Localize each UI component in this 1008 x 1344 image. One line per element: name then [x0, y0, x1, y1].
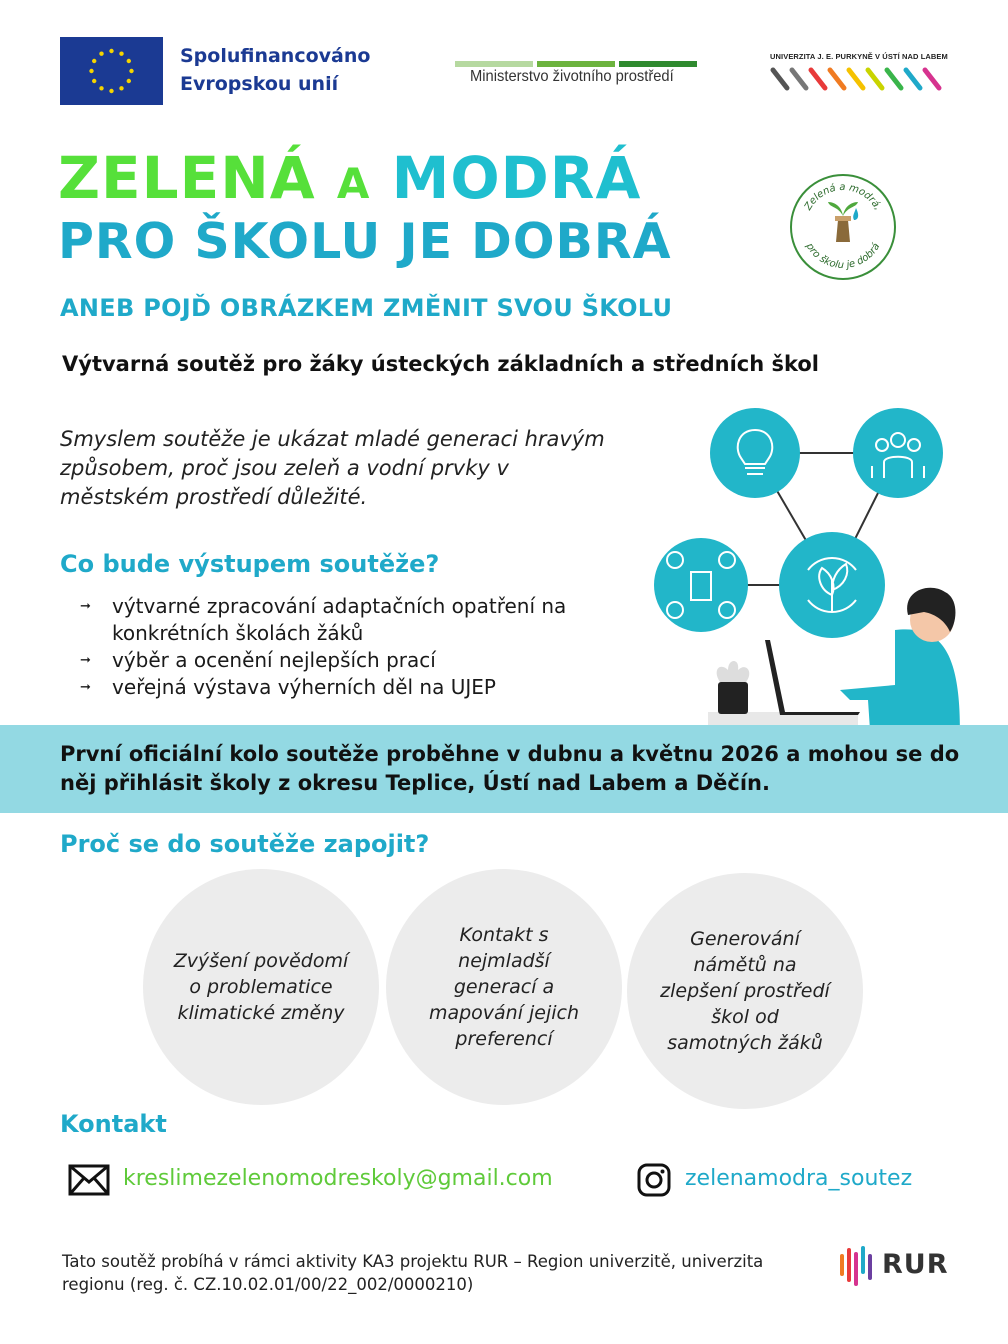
list-item: ➞ výběr a ocenění nejlepších prací — [80, 647, 660, 674]
footer-note: Tato soutěž probíhá v rámci aktivity KA3 projektu RUR – Region univerzitě, univerzita regionu (reg. č. CZ.10.02.01/00/22_002/0000210) — [62, 1252, 764, 1294]
city-network-icon — [654, 538, 748, 632]
badge-text-bottom: pro školu je dobrá — [803, 241, 883, 272]
title-word-modra: MODRÁ — [391, 144, 642, 212]
why-heading: Proč se do soutěže zapojit? — [60, 830, 430, 858]
outputs-heading: Co bude výstupem soutěže? — [60, 550, 440, 578]
university-name: UNIVERZITA J. E. PURKYNĚ V ÚSTÍ NAD LABEM — [770, 52, 948, 61]
reason-text: Zvýšení povědomí o problematice klimatické změny — [173, 950, 349, 1024]
contact-heading: Kontakt — [60, 1110, 167, 1138]
people-group-icon — [853, 408, 943, 498]
reason-circle — [143, 869, 379, 1105]
competition-badge-logo — [788, 172, 898, 282]
reason-text: Generování námětů na zlepšení prostředí škol od samotných žáků — [660, 928, 830, 1054]
reason-circle — [386, 869, 622, 1105]
contact-instagram-link[interactable]: zelenamodra_soutez — [685, 1166, 913, 1191]
lightbulb-icon — [710, 408, 800, 498]
list-item: ➞ výtvarné zpracování adaptačních opatření na konkrétních školách žáků — [80, 593, 660, 647]
announcement-text: První oficiální kolo soutěže proběhne v dubnu a květnu 2026 a mohou se do něj přihlásit školy z okresu Teplice, Ústí nad Labem a Děčín. — [60, 742, 960, 795]
ministry-logo-bars — [455, 52, 697, 58]
reason-text: Kontakt s nejmladší generací a mapování jejich preferencí — [428, 924, 580, 1050]
contact-email-link[interactable]: kreslimezelenomodreskoly@gmail.com — [123, 1166, 553, 1191]
eu-flag-logo — [60, 37, 163, 105]
rur-logo-text: RUR — [882, 1249, 949, 1280]
title-word-zelena: ZELENÁ — [58, 144, 316, 212]
eu-line-2: Evropskou unií — [180, 73, 339, 95]
reason-circle — [627, 873, 863, 1109]
title-line-2: PRO ŠKOLU JE DOBRÁ — [58, 213, 672, 270]
intro-text: Smyslem soutěže je ukázat mladé generaci hravým způsobem, proč jsou zeleň a vodní prvky v městském prostředí důležité. — [60, 427, 605, 509]
envelope-icon — [68, 1164, 110, 1196]
list-item: ➞ veřejná výstava výherních děl na UJEP — [80, 674, 660, 701]
university-logo-stripes — [770, 66, 942, 92]
instagram-icon — [637, 1163, 671, 1197]
network-illustration — [640, 400, 960, 730]
eu-cofinanced-text — [180, 42, 370, 98]
title-line-1 — [58, 145, 641, 217]
ministry-name: Ministerstvo životního prostředí — [470, 68, 674, 85]
subtitle: ANEB POJĎ OBRÁZKEM ZMĚNIT SVOU ŠKOLU — [60, 294, 673, 322]
eu-line-1: Spolufinancováno — [180, 45, 371, 67]
badge-text-top: Zelená a modrá, — [802, 181, 884, 213]
lead-text: Výtvarná soutěž pro žáky ústeckých základních a středních škol — [62, 352, 820, 376]
title-word-a: A — [336, 159, 371, 208]
outputs-list — [80, 593, 660, 701]
